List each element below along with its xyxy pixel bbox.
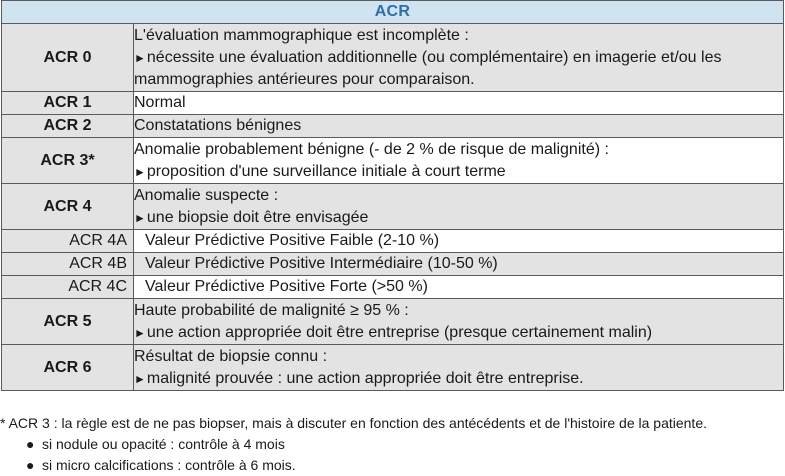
acr-description: Valeur Prédictive Positive Intermédiaire (10-50 %) [134, 253, 784, 276]
desc-line-text: une action appropriée doit être entreprise (presque certainement malin) [146, 323, 653, 341]
arrow-icon: ► [134, 325, 146, 340]
arrow-icon: ► [134, 210, 146, 225]
acr-code: ACR 4 [2, 184, 134, 230]
acr-code: ACR 4B [2, 253, 134, 276]
bullet-icon: ● [26, 457, 35, 473]
arrow-icon: ► [134, 371, 146, 386]
desc-line [134, 47, 783, 69]
acr-description [134, 184, 784, 230]
arrow-icon: ► [134, 50, 146, 65]
footnote [0, 413, 785, 476]
bullet-text: si micro calcifications : contrôle à 6 mois. [42, 457, 296, 473]
acr-code: ACR 4C [2, 276, 134, 299]
acr-description [134, 24, 784, 92]
desc-line-text: proposition d'une surveillance initiale à court terme [146, 162, 506, 180]
desc-line [134, 368, 783, 390]
acr-code: ACR 2 [2, 115, 134, 138]
acr-code: ACR 0 [2, 24, 134, 92]
desc-line: Haute probabilité de malignité ≥ 95 % : [134, 301, 409, 319]
desc-line [134, 161, 783, 183]
table-header: ACR [2, 1, 784, 24]
list-item [0, 455, 785, 476]
desc-line-text: une biopsie doit être envisagée [146, 208, 369, 226]
desc-line [134, 322, 783, 344]
acr-description: Constatations bénignes [134, 115, 784, 138]
acr-code: ACR 3* [2, 138, 134, 184]
acr-code: ACR 5 [2, 299, 134, 345]
list-item [0, 434, 785, 455]
acr-description [134, 138, 784, 184]
acr-code: ACR 1 [2, 92, 134, 115]
desc-line: Anomalie probablement bénigne (- de 2 % de risque de malignité) : [134, 140, 609, 158]
desc-line: mammographies antérieures pour comparaison. [134, 70, 475, 88]
arrow-icon: ► [134, 164, 146, 179]
footnote-bullets [0, 434, 785, 476]
bullet-text: si nodule ou opacité : contrôle à 4 mois [42, 436, 285, 452]
footnote-text: * ACR 3 : la règle est de ne pas biopser, mais à discuter en fonction des antécédents et de l'histoire de la patiente. [0, 415, 707, 431]
acr-code: ACR 4A [2, 230, 134, 253]
acr-description: Normal [134, 92, 784, 115]
acr-description: Valeur Prédictive Positive Forte (>50 %) [134, 276, 784, 299]
acr-classification-table [1, 0, 784, 391]
desc-line-text: nécessite une évaluation additionnelle (ou complémentaire) en imagerie et/ou les [146, 48, 722, 66]
desc-line: Résultat de biopsie connu : [134, 347, 328, 365]
desc-line-text: malignité prouvée : une action appropriée doit être entreprise. [146, 369, 584, 387]
acr-description [134, 345, 784, 391]
acr-description [134, 299, 784, 345]
desc-line [134, 207, 783, 229]
desc-line: Anomalie suspecte : [134, 186, 279, 204]
desc-line: L'évaluation mammographique est incomplète : [134, 26, 469, 44]
acr-code: ACR 6 [2, 345, 134, 391]
bullet-icon: ● [26, 436, 35, 452]
acr-description: Valeur Prédictive Positive Faible (2-10 %) [134, 230, 784, 253]
